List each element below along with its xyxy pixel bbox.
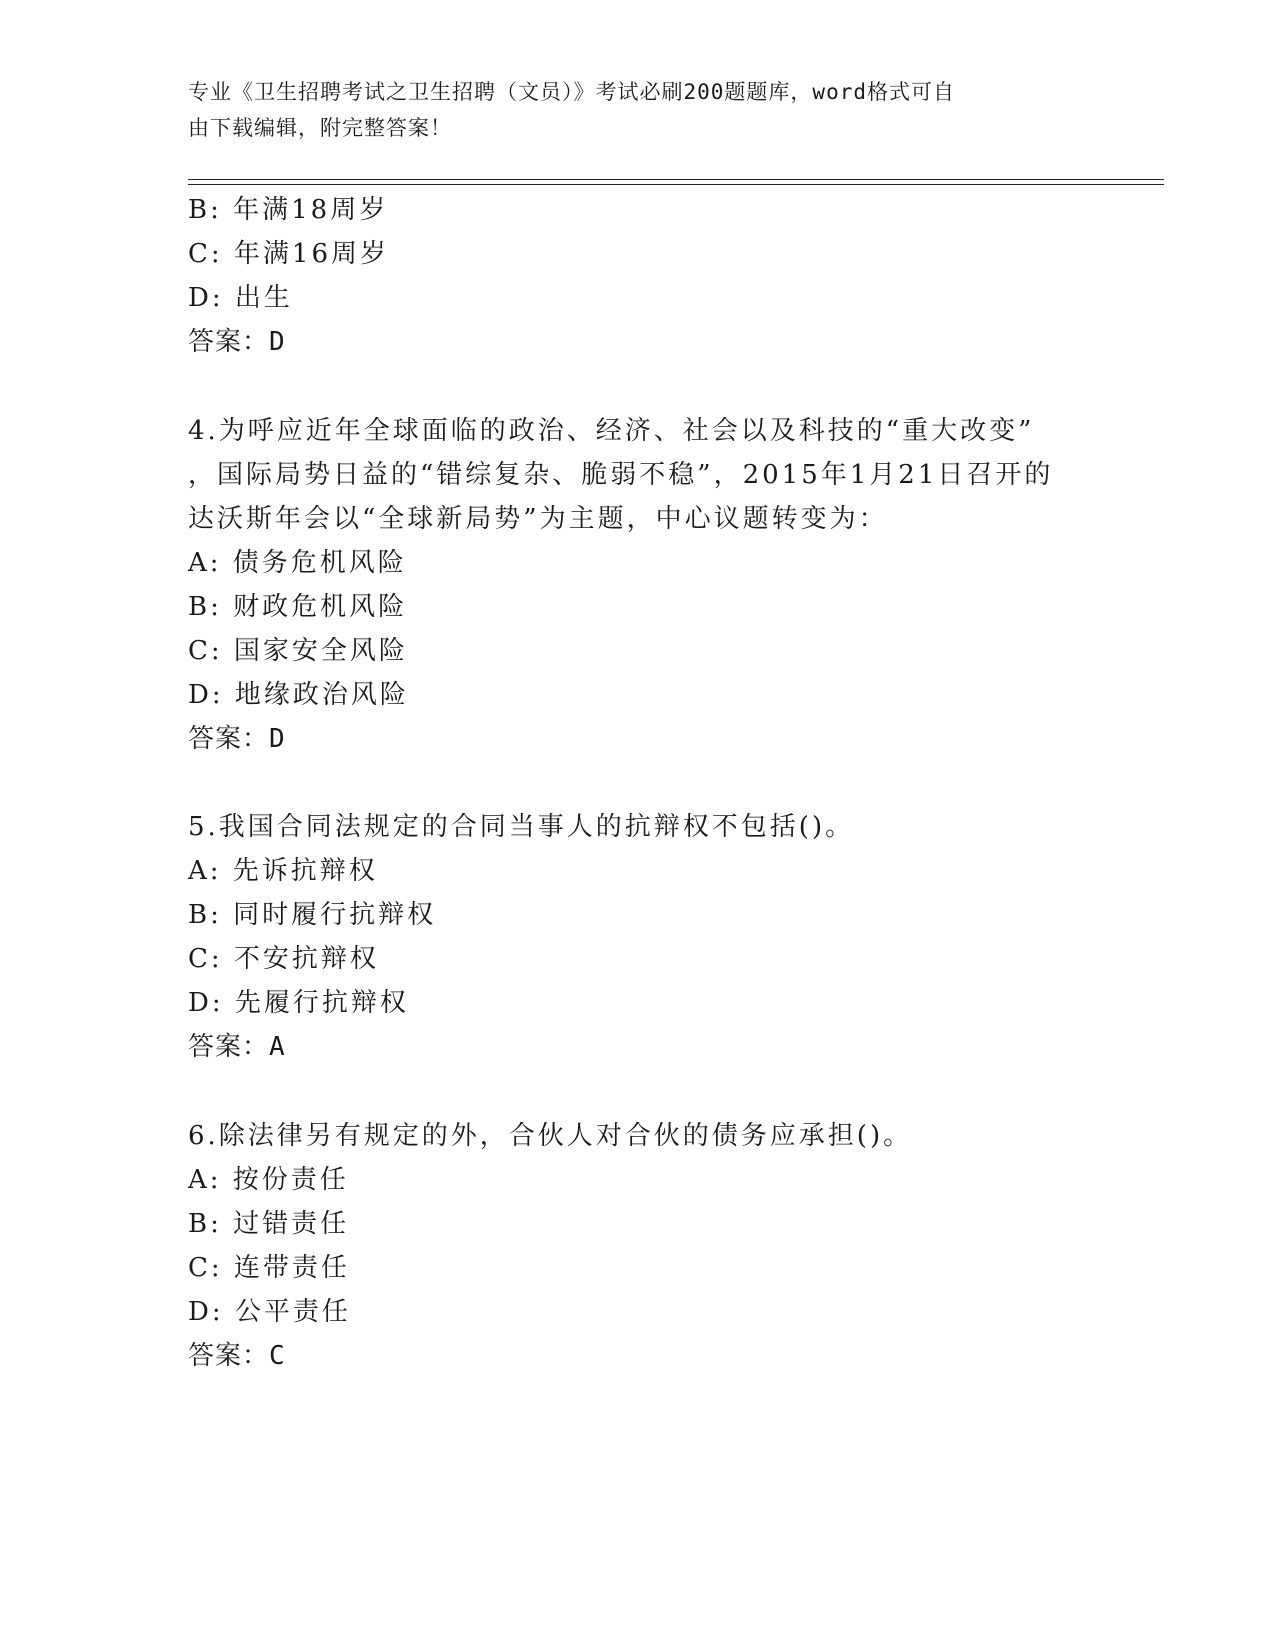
header-line-2: 由下载编辑，附完整答案！ — [188, 116, 452, 140]
q4-option-b: B: 财政危机风险 — [188, 592, 408, 622]
q4-stem-line-3: 达沃斯年会以“全球新局势”为主题，中心议题转变为： — [188, 504, 888, 534]
q6-option-a: A: 按份责任 — [188, 1165, 349, 1195]
q4-stem-line-2: ，国际局势日益的“错综复杂、脆弱不稳”，2015年1月21日召开的 — [188, 460, 1054, 490]
q3-option-b: B: 年满18周岁 — [188, 195, 389, 225]
q4-option-c: C: 国家安全风险 — [188, 636, 408, 666]
q6-stem: 6.除法律另有规定的外，合伙人对合伙的债务应承担()。 — [188, 1121, 913, 1151]
q5-option-c: C: 不安抗辩权 — [188, 944, 379, 974]
q5-stem: 5.我国合同法规定的合同当事人的抗辩权不包括()。 — [188, 812, 855, 842]
q3-option-c: C: 年满16周岁 — [188, 239, 390, 269]
q4-option-a: A: 债务危机风险 — [188, 548, 407, 578]
q5-option-a: A: 先诉抗辩权 — [188, 856, 378, 886]
header-divider-top — [188, 179, 1164, 180]
q6-option-d: D: 公平责任 — [188, 1297, 351, 1327]
header-divider-bottom — [188, 184, 1164, 185]
q5-answer: 答案：A — [188, 1032, 286, 1062]
q5-option-b: B: 同时履行抗辩权 — [188, 900, 437, 930]
document-header — [188, 74, 1088, 146]
q4-answer: 答案：D — [188, 724, 286, 754]
q4-option-d: D: 地缘政治风险 — [188, 680, 409, 710]
q6-option-b: B: 过错责任 — [188, 1209, 350, 1239]
header-line-1: 专业《卫生招聘考试之卫生招聘（文员）》考试必刷200题题库，word格式可自 — [188, 80, 955, 104]
q5-option-d: D: 先履行抗辩权 — [188, 988, 409, 1018]
q3-option-d: D: 出生 — [188, 283, 293, 313]
q4-stem-line-1: 4.为呼应近年全球面临的政治、经济、社会以及科技的“重大改变” — [188, 416, 1035, 446]
q6-answer: 答案：C — [188, 1341, 286, 1371]
q6-option-c: C: 连带责任 — [188, 1253, 350, 1283]
q3-answer: 答案：D — [188, 327, 286, 357]
